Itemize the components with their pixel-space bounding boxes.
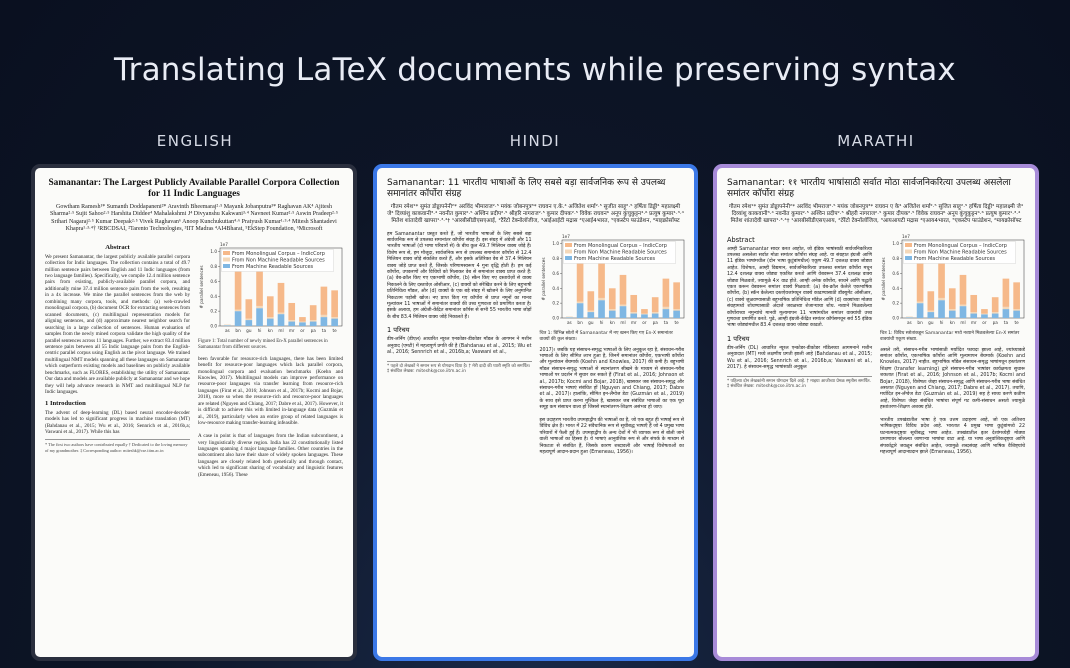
bar-segment: [224, 324, 231, 325]
y-tick-label: 0.0: [210, 323, 217, 329]
bar-segment: [960, 306, 967, 318]
bar-segment: [278, 314, 285, 326]
bar-segment: [587, 312, 594, 318]
bar-segment: [938, 298, 945, 300]
x-tick-label: gu: [928, 319, 934, 325]
y-tick-label: 0.2: [892, 300, 899, 306]
x-tick-label: gu: [587, 319, 593, 325]
bar-segment: [245, 318, 252, 319]
y-tick-label: 0.4: [892, 285, 899, 291]
bar-segment: [299, 321, 306, 322]
bar-segment: [619, 306, 626, 318]
x-tick-label: gu: [246, 327, 252, 333]
y-tick-label: 0.4: [551, 285, 559, 291]
bar-segment: [641, 309, 648, 313]
bar-segment: [1013, 309, 1020, 310]
bar-segment: [949, 310, 956, 317]
bar-segment: [267, 318, 274, 325]
bar-segment: [673, 282, 680, 309]
legend-swatch: [905, 249, 912, 253]
y-tick-label: 0.0: [551, 315, 559, 321]
y-tick-label: 0.6: [892, 270, 899, 276]
x-tick-label: te: [1014, 319, 1019, 325]
bar-segment: [587, 291, 594, 310]
bar-segment: [288, 321, 295, 325]
scale-label: 1e7: [902, 233, 910, 239]
bar-segment: [1013, 282, 1020, 309]
bar-segment: [566, 317, 573, 318]
paper-authors: Gowtham Ramesh¹* Sumanth Doddapaneni²* Aravinth Bheemaraj²·⁵ Mayank Jobanputra³* Raghavan AK⁴ Ajitesh Sharma²·⁵ Sujit Sahoo²·⁵ Harshita Diddee⁴ Mahalakshmi J⁴ Divyanshu Kakwani³·⁴ Navneet Kumar²·⁵ Aswin Pradeep²·⁵ Srihari Nagaraj²·⁵ Kumar Deepak²·⁵ Vivek Raghavan⁶ Anoop Kunchukuttan⁴·⁶ Pratyush Kumar¹·³·⁴ Mitesh Shantadevi Khapra¹·³·⁴† ¹RBCDSAI, ²Tarento Technologies, ³IIT Madras ⁴AI4Bharat, ⁵EkStep Foundation, ⁶Microsoft: [50, 204, 338, 233]
x-tick-label: or: [300, 327, 305, 333]
bar-segment: [321, 317, 328, 326]
legend-label: From Monolingual Corpus – IndicCorp: [914, 242, 1007, 249]
bar-chart: [880, 232, 1028, 328]
bar-segment: [278, 312, 285, 313]
y-tick-label: 0.8: [551, 255, 559, 261]
bar-segment: [235, 311, 242, 326]
bar-segment: [619, 304, 626, 305]
intro-heading: 1 परिचय: [727, 334, 750, 343]
bar-segment: [992, 297, 999, 312]
bar-segment: [917, 303, 924, 318]
legend-label: From Monolingual Corpus – IndicCorp: [573, 242, 667, 249]
legend-label: From Machine Readable Sources: [232, 263, 314, 270]
y-tick-label: 0.0: [892, 315, 899, 321]
bar-segment: [927, 312, 934, 318]
footnotes: * The first two authors have contributed equally † Dedicated to the loving memory of my grandmother. ‡ Corresponding author: miteshk@cse.iitm.ac.in: [45, 439, 190, 453]
slide-title: Translating LaTeX documents while preserving syntax: [114, 52, 956, 88]
y-axis-label: # parallel sentences: [540, 257, 546, 301]
x-tick-label: kn: [609, 319, 615, 325]
bar-segment: [608, 309, 615, 310]
bar-segment: [278, 283, 285, 313]
bar-chart: [540, 232, 688, 328]
bar-segment: [1013, 310, 1020, 317]
x-tick-label: as: [906, 319, 912, 325]
footnotes: * पहले दो लेखकों ने समान रूप से योगदान दिया है। † मेरी दादी की प्यारी स्मृति को समर्पित। ‡ संबंधित लेखक: miteshk@cse.iitm.ac.in: [387, 361, 532, 375]
marathi-paper-card[interactable]: [713, 164, 1039, 661]
legend-swatch: [565, 243, 572, 247]
column-label-english: ENGLISH: [156, 132, 234, 150]
bar-segment: [906, 317, 913, 318]
legend-swatch: [905, 256, 912, 260]
bar-segment: [566, 316, 573, 317]
paper-title: Samanantar: The Largest Publicly Available Parallel Corpora Collection for 11 Indic Languages: [48, 178, 340, 199]
abstract-text: हम Samanantar प्रस्तुत करते हैं, जो भारतीय भाषाओं के लिए सबसे बड़ा सार्वजनिक रूप से उपलब्ध समानांतर कॉर्पोरा संग्रह है। इस संग्रह में अंग्रेजी और 11 भारतीय भाषाओं (दो भाषा परिवारों से) के बीच कुल 49.7 मिलियन वाक्य जोड़े हैं। विशेष रूप से, हम मौजूदा, सार्वजनिक रूप से उपलब्ध समानांतर कॉर्पोरा से 12.4 मिलियन वाक्य जोड़े संकलित करते हैं, और इसके अतिरिक्त वेब से 37.4 मिलियन वाक्य जोड़े प्राप्त करते हैं, जिसके परिणामस्वरूप 4 गुना वृद्धि होती है। हम कई कॉर्पोरा, उपकरणों और विधियों को मिलाकर वेब से समानांतर वाक्य प्राप्त करते हैं: (a) वेब-क्रॉल किए गए एकभाषी कॉर्पोरा, (b) स्कैन किए गए दस्तावेज़ों से वाक्य निकालने के लिए दस्तावेज़ ओसीआर, (c) वाक्यों को संरेखित करने के लिए बहुभाषी प्रतिनिधित्व मॉडल, और (d) वाक्यों के एक बड़े संग्रह में खोजने के लिए अनुमानित निकटतम पड़ोसी खोज। नए प्राप्त किए गए कॉर्पोरा से प्राप्त नमूनों का मानव मूल्यांकन 11 भाषाओं में समानांतर वाक्यों की उच्च गुणवत्ता को प्रमाणित करता है। इसके अलावा, हम अंग्रेजी-केंद्रित समानांतर कॉर्पस से सभी 55 भारतीय भाषा जोड़ों के बीच 83.4 मिलियन वाक्य जोड़े निकालते हैं।: [387, 231, 532, 320]
footnotes: * पहिल्या दोन लेखकांनी समान योगदान दिले आहे. † माझ्या आजीच्या प्रेमळ स्मृतीस समर्पित. ‡ संबंधित लेखक: miteshk@cse.iitm.ac.in: [727, 376, 872, 390]
column-label-hindi: HINDI: [509, 132, 561, 150]
legend-swatch: [223, 251, 230, 255]
legend-swatch: [223, 264, 230, 268]
figure-caption: चित्र 1: विविध स्त्रोतांकडून Samanantar मध्ये नव्याने मिळवलेल्या En-X समांतर वाक्यांची एकूण संख्या.: [880, 330, 1020, 342]
bar-segment: [641, 314, 648, 318]
bar-segment: [310, 320, 317, 321]
bar-segment: [331, 318, 338, 325]
bar-segment: [299, 317, 306, 321]
x-tick-label: bn: [917, 319, 923, 325]
intro-text: डीप-लर्निंग (डीएल) आधारित न्यूरल एनकोडर-डीकोडर मॉडल के आगमन ने मशीन अनुवाद (एमटी) में महत्वपूर्ण प्रगति की है (Bahdanau et al., 2015; Wu et al., 2016; Sennrich et al., 2016b,a; Vaswani et al.,: [387, 337, 532, 356]
bar-segment: [321, 286, 328, 314]
bar-segment: [1003, 309, 1010, 318]
bar-segment: [608, 310, 615, 317]
intro-text: The advent of deep-learning (DL) based neural encoder-decoder models has led to significant progress in machine translation (MT) (Bahdanau et al., 2015; Wu et al., 2016; Sennrich et al., 2016b,a; Vaswani et al., 2017). While this has: [45, 409, 190, 435]
bar-segment: [981, 309, 988, 313]
y-tick-label: 1.0: [551, 240, 559, 246]
x-tick-label: pa: [992, 319, 998, 325]
intro-text: डीप-लर्निंग (DL) आधारित न्यूरल एन्कोडर-डीकोडर मॉडेलच्या आगमनाने मशीन अनुवादात (MT) मध्ये लक्षणीय प्रगती झाली आहे (Bahdanau et al., 2015; Wu et al., 2016; Sennrich et al., 2016b,a; Vaswani et al., 2017). हे संसाधन-समृद्ध भाषांसाठी अनुकूल: [727, 345, 872, 371]
bar-segment: [949, 288, 956, 309]
x-tick-label: bn: [235, 327, 241, 333]
bar-segment: [310, 305, 317, 320]
bar-segment: [267, 317, 274, 318]
bar-segment: [662, 306, 669, 308]
x-tick-label: mr: [970, 319, 977, 325]
bar-segment: [256, 308, 263, 326]
x-tick-label: mr: [288, 327, 295, 333]
y-tick-label: 0.4: [210, 293, 217, 299]
bar-segment: [245, 320, 252, 326]
bar-segment: [651, 297, 658, 312]
y-tick-label: 0.8: [892, 255, 899, 261]
x-tick-label: ml: [278, 327, 284, 333]
x-tick-label: pa: [652, 319, 658, 325]
bar-segment: [992, 312, 999, 313]
bar-segment: [619, 275, 626, 305]
bar-segment: [224, 325, 231, 326]
legend-swatch: [565, 249, 572, 253]
y-tick-label: 1.0: [892, 240, 899, 246]
legend-label: From Machine Readable Sources: [573, 255, 655, 262]
bar-segment: [673, 309, 680, 310]
x-tick-label: as: [566, 319, 572, 325]
legend-label: From Non Machine Readable Sources: [232, 256, 325, 263]
x-tick-label: ta: [321, 327, 327, 333]
bar-segment: [245, 299, 252, 318]
legend-label: From Non Machine Readable Sources: [914, 248, 1007, 255]
legend-swatch: [565, 256, 572, 260]
bar-segment: [288, 320, 295, 321]
bar-segment: [235, 309, 242, 310]
figure-caption: Figure 1: Total number of newly mined En-X parallel sentences in Samanantar from different sources.: [198, 338, 328, 350]
legend-label: From Non Machine Readable Sources: [573, 248, 667, 255]
scale-label: 1e7: [220, 241, 228, 247]
bar-segment: [267, 296, 274, 317]
x-tick-label: ta: [1003, 319, 1009, 325]
y-tick-label: 1.0: [210, 248, 217, 254]
x-tick-label: hi: [599, 319, 603, 325]
bar-segment: [970, 313, 977, 317]
bar-segment: [299, 322, 306, 326]
y-axis-label: # parallel sentences: [199, 265, 204, 309]
intro-heading: 1 Introduction: [45, 399, 86, 407]
x-tick-label: hi: [257, 327, 262, 333]
bar-segment: [630, 313, 637, 317]
figure-caption: चित्र 1: विभिन्न स्रोतों में Samanantar में नए खनन किए गए En-X समानांतर वाक्यों की कुल संख्या।: [539, 330, 673, 342]
bar-segment: [641, 313, 648, 314]
bar-segment: [598, 300, 605, 318]
bar-segment: [927, 291, 934, 310]
bar-segment: [970, 295, 977, 312]
x-tick-label: te: [674, 319, 679, 325]
bar-segment: [630, 295, 637, 312]
bar-segment: [917, 301, 924, 302]
bar-segment: [970, 312, 977, 313]
bar-segment: [598, 298, 605, 300]
x-tick-label: ta: [663, 319, 668, 325]
bar-segment: [981, 313, 988, 314]
paper-authors: गौतम रमेश¹* सुमंत डोड्डापनेनी²* अरविंद भीमराज²·⁵ मयंक जोबनपुत्र³* राघवन ए के⁴ अजितेश शर्मा²·⁵ सुजित साहू²·⁵ हर्षिता दिड्डी⁴ महालक्ष्मी जे⁴ दिव्यांशु काकवानी³·⁴ नवनीत कुमार²·⁵ अश्विन प्रदीप²·⁵ श्रीहरी नागराज²·⁵ कुमार दीपक²·⁵ विवेक राघवन⁶ अनूप कुंचुकुट्टन⁴·⁶ प्रत्युष कुमार¹·³·⁴ मितेश शांतादेवी खापरा¹·³·⁴† ¹आरबीसीडीएसएआय, ²टॅरेंटो टेक्नॉलॉजिज, ³आयआयटी मद्रास ⁴एआय4भारत, ⁵एकस्टेप फाउंडेशन, ⁶मायक्रोसॉफ्ट: [728, 204, 1024, 225]
legend-label: From Monolingual Corpus – IndicCorp: [232, 250, 325, 257]
x-tick-label: ml: [960, 319, 966, 325]
legend-swatch: [223, 257, 230, 261]
x-tick-label: ml: [619, 319, 626, 325]
abstract-text: आम्ही Samanantar सादर करत आहोत, जो इंडिक भाषांसाठी सार्वजनिकरित्या उपलब्ध असलेला सर्वात मोठा समांतर कॉर्पोरा संग्रह आहे. या संग्रहात इंग्रजी आणि 11 इंडिक भाषांमधील (दोन भाषा कुटुंबांमधील) एकूण 49.7 दशलक्ष वाक्य जोड्या आहेत. विशेषतः, आम्ही विद्यमान, सार्वजनिकरित्या उपलब्ध समांतर कॉर्पोरा मधून 12.4 दशलक्ष वाक्य जोड्या एकत्रित करतो आणि वेबवरून 37.4 दशलक्ष वाक्य जोड्या मिळवतो, ज्यामुळे 4× वाढ होते. आम्ही अनेक कॉर्पोरा, साधने आणि पद्धती एकत्र करून वेबवरून समांतर वाक्ये मिळवतो: (a) वेब-क्रॉल केलेले एकभाषिक कॉर्पोरा, (b) स्कॅन केलेल्या दस्तऐवजांमधून वाक्ये काढण्यासाठी डॉक्युमेंट ओसीआर, (c) वाक्ये जुळवण्यासाठी बहुभाषिक प्रतिनिधित्व मॉडेल आणि (d) वाक्यांच्या मोठ्या संग्रहामध्ये शोधण्यासाठी अंदाजे जवळच्या शेजाऱ्याचा शोध. नव्याने मिळवलेल्या कॉर्पोराच्या नमुन्यांचे मानवी मूल्यमापन 11 भाषांमधील समांतर वाक्यांची उच्च गुणवत्ता प्रमाणित करते. पुढे, आम्ही इंग्रजी-केंद्रित समांतर कॉर्पसमधून सर्व 55 इंडिक भाषा जोड्यांमधील 83.4 दशलक्ष वाक्य जोड्या काढतो.: [727, 246, 873, 329]
x-tick-label: pa: [310, 327, 316, 333]
y-tick-label: 0.6: [551, 270, 559, 276]
x-tick-label: mr: [630, 319, 637, 325]
y-axis-label: # parallel sentences: [881, 257, 886, 301]
bar-segment: [906, 316, 913, 317]
bar-segment: [630, 312, 637, 313]
y-tick-label: 0.2: [551, 300, 559, 306]
bar-segment: [651, 313, 658, 317]
body-text: 2017)। जबकि यह संसाधन-समृद्ध भाषाओं के लिए अनुकूल रहा है, संसाधन-गरीब भाषाओं के लिए सीमित लाभ हुआ है, जिनमें समानांतर कॉर्पोरा, एकभाषी कॉर्पोरा और मूल्यांकन बेंचमार्क (Koehn and Knowles, 2017) की कमी है। बहुभाषी मॉडल संसाधन-समृद्ध भाषाओं से स्थानांतरण सीखने के माध्यम से संसाधन-गरीब भाषाओं पर प्रदर्शन में सुधार कर सकते हैं (Firat et al., 2016; Johnson et al., 2017b; Kocmi and Bojar, 2018), खासकर जब संसाधन-समृद्ध और संसाधन-गरीब भाषाएं संबंधित हों (Nguyen and Chiang, 2017; Dabre et al., 2017)। हालांकि, सीमित इन-लैंग्वेज डेटा (Guzmán et al., 2019) के साथ इसे प्राप्त करना मुश्किल है, खासकर जब संबंधित भाषाओं का एक पूरा समूह कम संसाधन वाला हो जिससे स्थानांतरण-शिक्षण असंभव हो जाए। इस उदाहरण भारतीय उपमहाद्वीप की भाषाओं का है, जो एक बहुत ही भाषाई रूप से विविध क्षेत्र है। भारत में 22 संवैधानिक रूप से सूचीबद्ध भाषाएँ हैं जो 4 प्रमुख भाषा परिवारों में फैली हुई हैं। उपमहाद्वीप के अन्य देशों में भी व्यापक रूप से बोली जाने वाली भाषाओं का हिस्सा है। ये भाषाएं आनुवंशिक रूप से और संपर्क के माध्यम से निकटता से संबंधित हैं, जिसके कारण शब्दावली और भाषाई विशेषताओं का महत्वपूर्ण आदान-प्रदान हुआ (Emeneau, 1956)।: [539, 347, 684, 456]
legend-label: From Machine Readable Sources: [914, 255, 996, 262]
bar-segment: [673, 310, 680, 317]
paper-authors: गौतम रमेश¹* सुमंत डोड्डापनेनी²* अरविंद भीमाराज²·⁵ मयंक जोबनपुत्र³* राघवन ए.के.⁴ अजितेश शर्मा²·⁵ सुजीत साहू²·⁵ हर्षिता डिड्डी⁴ महालक्ष्मी जे⁴ दिव्यांशु काकवानी³·⁴ नवनीत कुमार²·⁵ अश्विन प्रदीप²·⁵ श्रीहरि नागराज²·⁵ कुमार दीपक²·⁵ विवेक राघवन⁶ अनूप कुंचुकुट्टन⁴·⁶ प्रत्युष कुमार¹·³·⁴ मितेश शांतादेवी खापरा¹·³·⁴† ¹आरबीसीडीएसएआई, ²टैरेंटो टेक्नोलॉजीज, ³आईआईटी मद्रास ⁴एआई4भारत, ⁵एकस्टेप फाउंडेशन, ⁶माइक्रोसॉफ्ट: [387, 204, 684, 225]
bar-segment: [949, 309, 956, 310]
intro-heading: 1 परिचय: [387, 326, 410, 335]
bar-segment: [608, 288, 615, 309]
x-tick-label: or: [641, 319, 647, 325]
bar-segment: [576, 303, 583, 318]
bar-segment: [587, 310, 594, 311]
english-paper-card[interactable]: [31, 164, 357, 661]
bar-segment: [331, 317, 338, 318]
y-tick-label: 0.6: [210, 278, 217, 284]
bar-segment: [662, 278, 669, 306]
y-tick-label: 0.2: [210, 308, 217, 314]
x-tick-label: as: [224, 327, 230, 333]
x-tick-label: or: [982, 319, 987, 325]
abstract-heading: Abstract: [727, 235, 755, 244]
bar-segment: [256, 306, 263, 308]
paper-title: Samanantar: ११ भारतीय भाषांसाठी सर्वात मोठा सार्वजनिकरित्या उपलब्ध असलेला समांतर कॉर्पोरा संग्रह: [727, 178, 1011, 199]
body-text: असले तरी, संसाधन-गरीब भाषांसाठी मर्यादित फायदा झाला आहे, ज्यांच्याकडे समांतर कॉर्पोरा, एकभाषिक कॉर्पोरा आणि मूल्यमापन बेंचमार्क (Koehn and Knowles, 2017) नाहीत. बहुभाषिक मॉडेल संसाधन-समृद्ध भाषांमधून हस्तांतरण शिक्षण (transfer learning) द्वारे संसाधन-गरीब भाषांवर कार्यक्षमता सुधारू शकतात (Firat et al., 2016; Johnson et al., 2017b; Kocmi and Bojar, 2018), विशेषतः जेव्हा संसाधन-समृद्ध आणि संसाधन-गरीब भाषा संबंधित असतात (Nguyen and Chiang, 2017; Dabre et al., 2017). तथापि, मर्यादित इन-लँग्वेज डेटा (Guzmán et al., 2019) सह हे साध्य करणे कठीण आहे, विशेषतः जेव्हा संबंधित भाषांचा संपूर्ण गट कमी-संसाधन असतो ज्यामुळे हस्तांतरण-शिक्षण अशक्य होते. भारतीय उपखंडातील भाषा हे एक उत्तम उदाहरण आहे, जो एक अतिशय भाषिकदृष्ट्या विविध प्रदेश आहे. भारतात 4 प्रमुख भाषा कुटुंबांमध्ये 22 घटनात्मकदृष्ट्या सूचीबद्ध भाषा आहेत. उपखंडातील इतर देशांमध्येही मोठ्या प्रमाणावर बोलल्या जाणाऱ्या भाषांचा वाटा आहे. या भाषा अनुवांशिकदृष्ट्या आणि संपर्काद्वारे जवळून संबंधित आहेत, ज्यामुळे शब्दसंग्रह आणि भाषिक वैशिष्ट्यांचे महत्त्वपूर्ण आदानप्रदान झाले (Emeneau, 1956).: [880, 347, 1025, 456]
bar-segment: [927, 310, 934, 311]
hindi-paper-card[interactable]: [373, 164, 698, 661]
bar-segment: [662, 309, 669, 318]
paper-title: Samanantar: 11 भारतीय भाषाओं के लिए सबसे बड़ा सार्वजनिक रूप से उपलब्ध समानांतर कॉर्पोरा संग्रह: [387, 178, 666, 199]
x-tick-label: te: [332, 327, 337, 333]
bar-segment: [981, 314, 988, 318]
bar-segment: [1003, 306, 1010, 308]
bar-segment: [992, 313, 999, 317]
x-tick-label: kn: [267, 327, 273, 333]
bar-segment: [960, 304, 967, 305]
y-tick-label: 0.8: [210, 263, 217, 269]
bar-segment: [331, 290, 338, 317]
bar-segment: [1003, 278, 1010, 306]
body-text: been favorable for resource-rich languages, there has been limited benefit for resource-poor languages which lack parallel corpora, monolingual corpora and evaluation benchmarks (Koehn and Knowles, 2017). Multilingual models can improve performance on resource-poor languages via transfer learning from resource-rich languages (Firat et al., 2016; Johnson et al., 2017b; Kocmi and Bojar, 2018), more so when the resource-rich and resource-poor languages are related (Nguyen and Chiang, 2017; Dabre et al., 2017). However, it is difficult to achieve this with limited in-language data (Guzmán et al., 2019), particularly when an entire group of related languages is low-resource making transfer-learning infeasible. A case in point is that of languages from the Indian subcontinent, a very linguistically diverse region. India has 22 constitutionally listed languages spanning 4 major language families. Other countries in the subcontinent also have their share of widely spoken languages. These languages are closely related both genetically and through contact, which led to significant sharing of vocabulary and linguistic features (Emeneau, 1956). These: [198, 355, 343, 478]
bar-segment: [938, 300, 945, 318]
bar-segment: [288, 303, 295, 320]
abstract-text: We present Samanantar, the largest publicly available parallel corpora collection for Indic languages. The collection contains a total of 49.7 million sentence pairs between English and 11 Indic languages (from two language families). Specifically, we compile 12.4 million sentence pairs from existing, publicly-available parallel corpora, and additionally mine 37.4 million sentence pairs from the web, resulting in a 4x increase. We mine the parallel sentences from the web by combining many corpora, tools, and methods: (a) web-crawled monolingual corpora, (b) document OCR for extracting sentences from scanned documents, (c) multilingual representation models for aligning sentences, and (d) approximate nearest neighbor search for searching in a large collection of sentences. Human evaluation of samples from the newly mined corpora validate the high quality of the parallel sentences across 11 languages. Further, we extract 83.4 million sentence pairs between all 55 Indic language pairs from the English-centric parallel corpus using English as the pivot language. We trained multilingual NMT models spanning all these languages on Samanantar which outperform existing models and baselines on publicly available benchmarks, such as FLORES, establishing the utility of Samanantar. Our data and models are available publicly at Samanantar and we hope they will help advance research in NMT and multilingual NLP for Indic languages.: [45, 253, 191, 396]
bar-segment: [576, 301, 583, 302]
x-tick-label: kn: [949, 319, 955, 325]
abstract-heading: Abstract: [105, 243, 130, 251]
bar-segment: [960, 275, 967, 305]
x-tick-label: bn: [576, 319, 583, 325]
legend-swatch: [905, 243, 912, 247]
bar-segment: [310, 321, 317, 325]
column-label-marathi: MARATHI: [837, 132, 915, 150]
bar-chart: [198, 240, 346, 336]
scale-label: 1e7: [561, 233, 570, 239]
bar-segment: [651, 312, 658, 313]
bar-segment: [321, 314, 328, 316]
x-tick-label: hi: [939, 319, 944, 325]
